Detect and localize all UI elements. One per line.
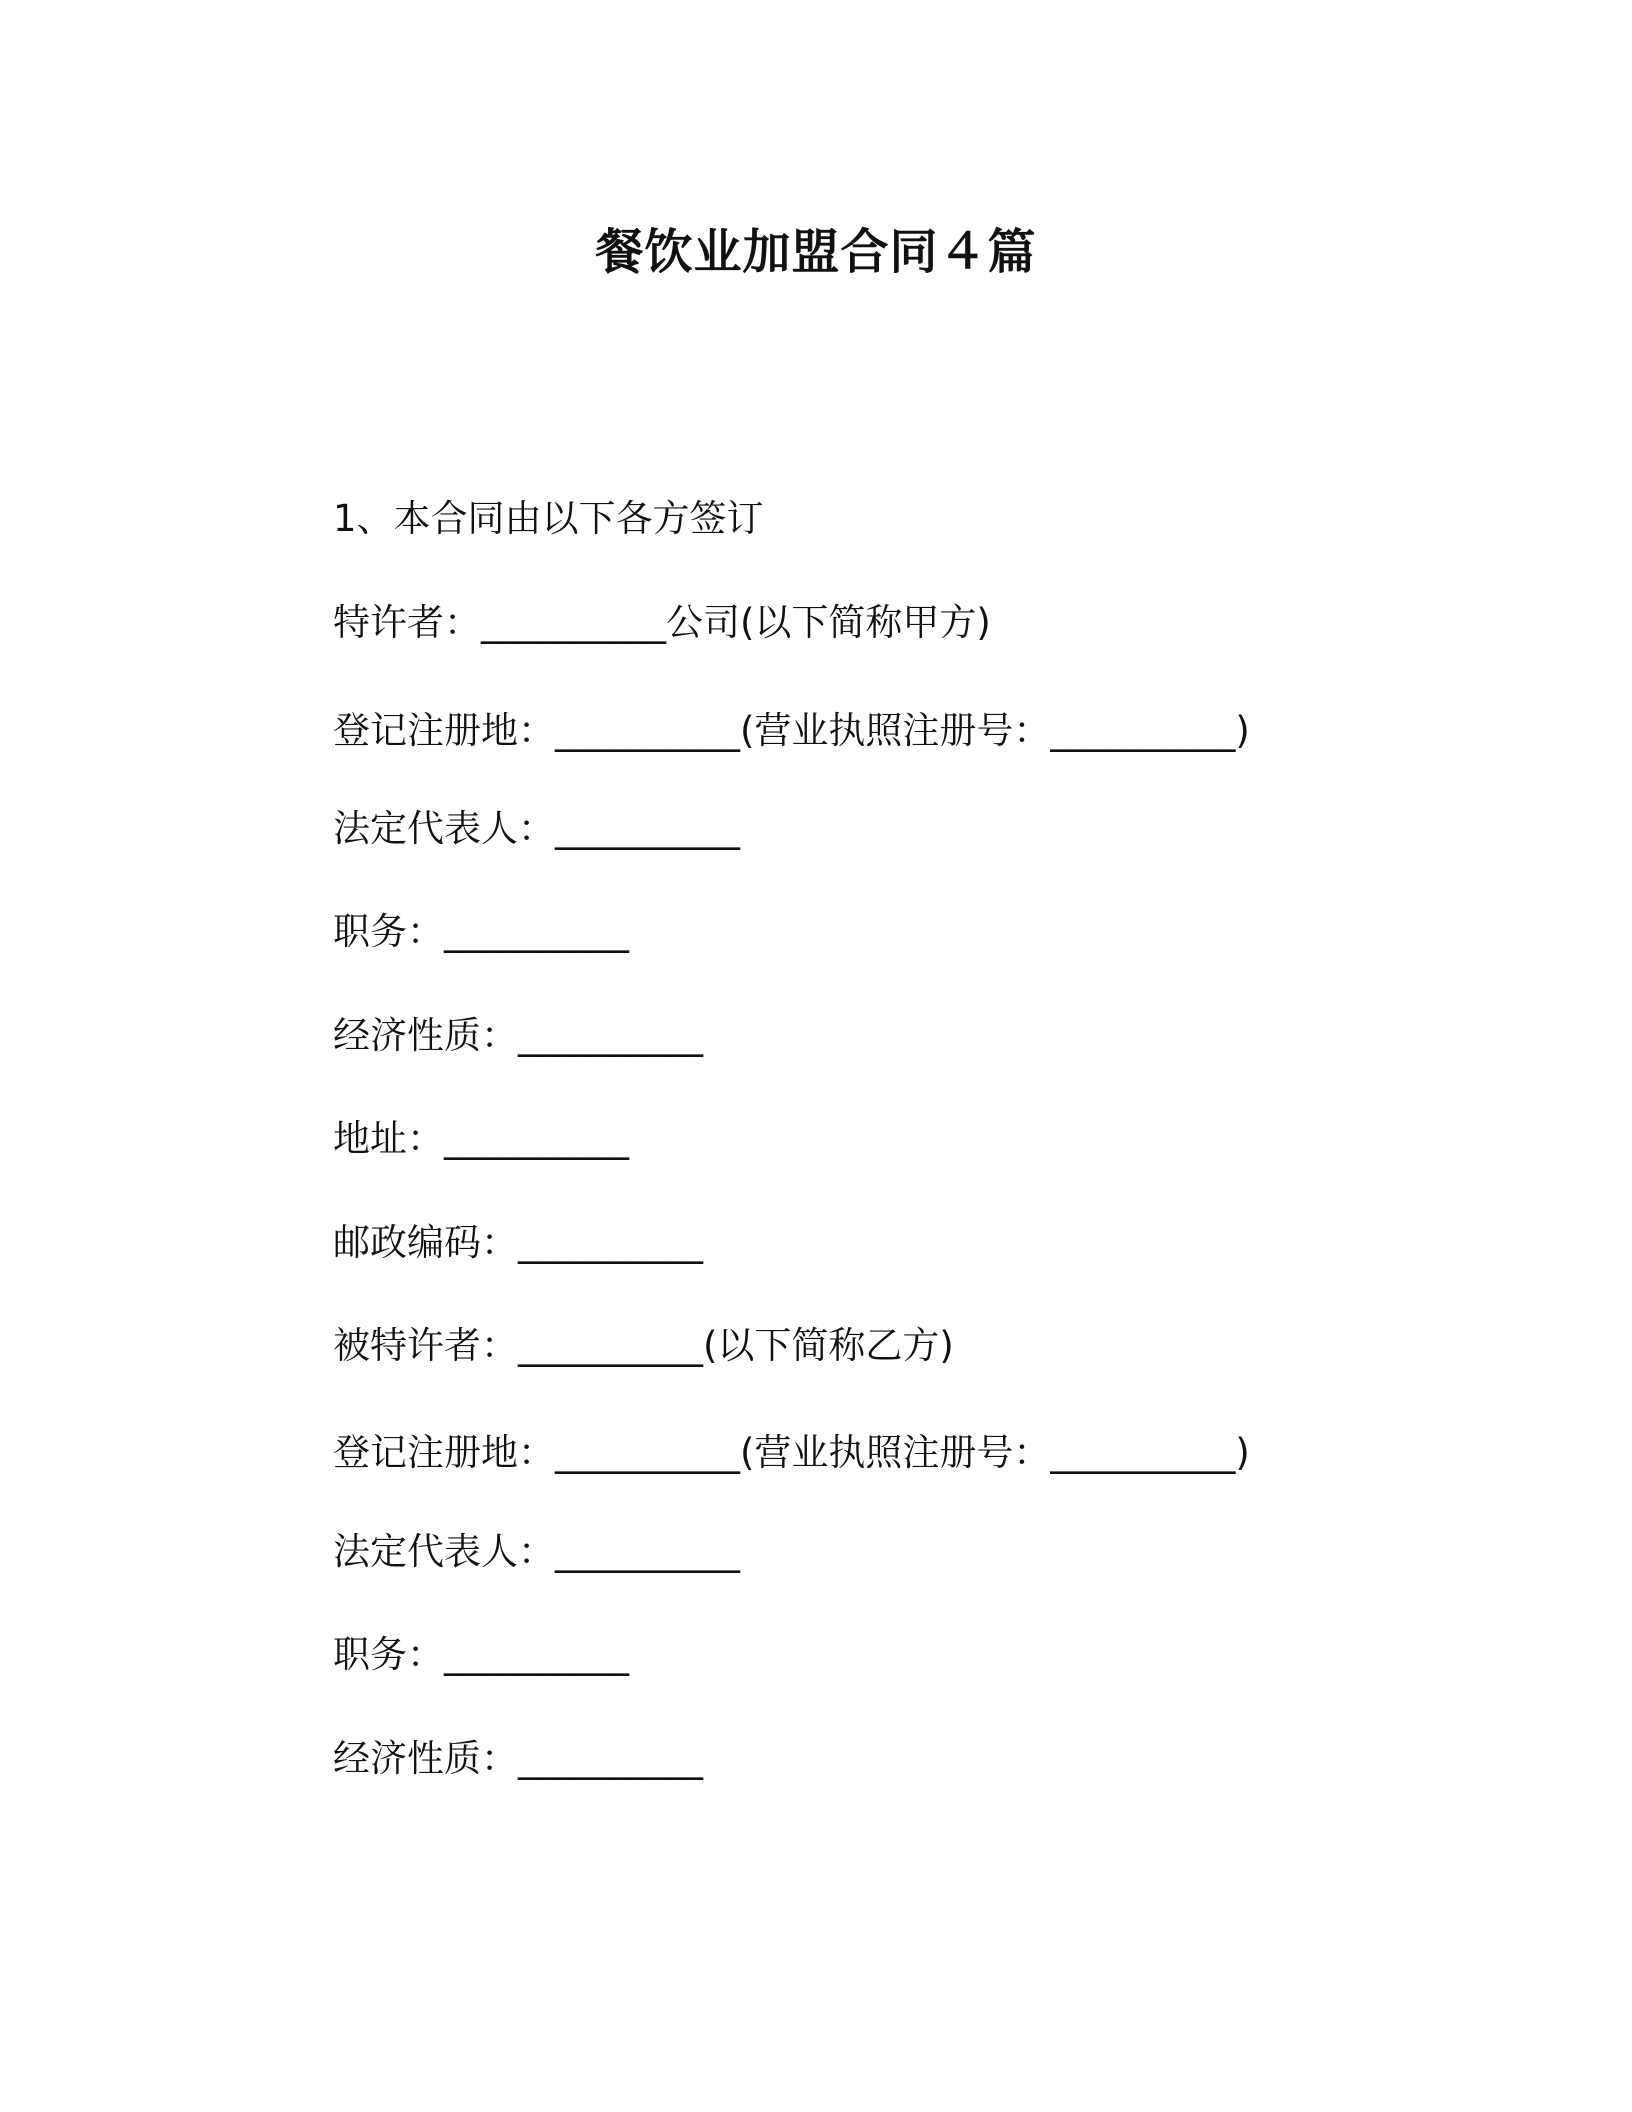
- franchisor-economic-nature-line: 经济性质：__________: [333, 1014, 703, 1057]
- document-title: 餐饮业加盟合同４篇: [595, 224, 1037, 280]
- franchisor-postal-code-line: 邮政编码：__________: [333, 1221, 703, 1264]
- franchisee-line: 被特许者：__________(以下简称乙方): [333, 1324, 954, 1367]
- franchisor-legal-rep-line: 法定代表人：__________: [333, 807, 740, 850]
- franchisor-line: 特许者：__________公司(以下简称甲方): [333, 601, 991, 644]
- franchisee-legal-rep-line: 法定代表人：__________: [333, 1530, 740, 1573]
- franchisor-registration-line: 登记注册地：__________(营业执照注册号：__________): [333, 709, 1250, 752]
- section-heading: 1、本合同由以下各方签订: [333, 497, 764, 540]
- franchisor-position-line: 职务：__________: [333, 910, 629, 953]
- franchisee-position-line: 职务：__________: [333, 1633, 629, 1676]
- franchisee-economic-nature-line: 经济性质：__________: [333, 1737, 703, 1780]
- franchisee-registration-line: 登记注册地：__________(营业执照注册号：__________): [333, 1431, 1250, 1474]
- franchisor-address-line: 地址：__________: [333, 1117, 629, 1160]
